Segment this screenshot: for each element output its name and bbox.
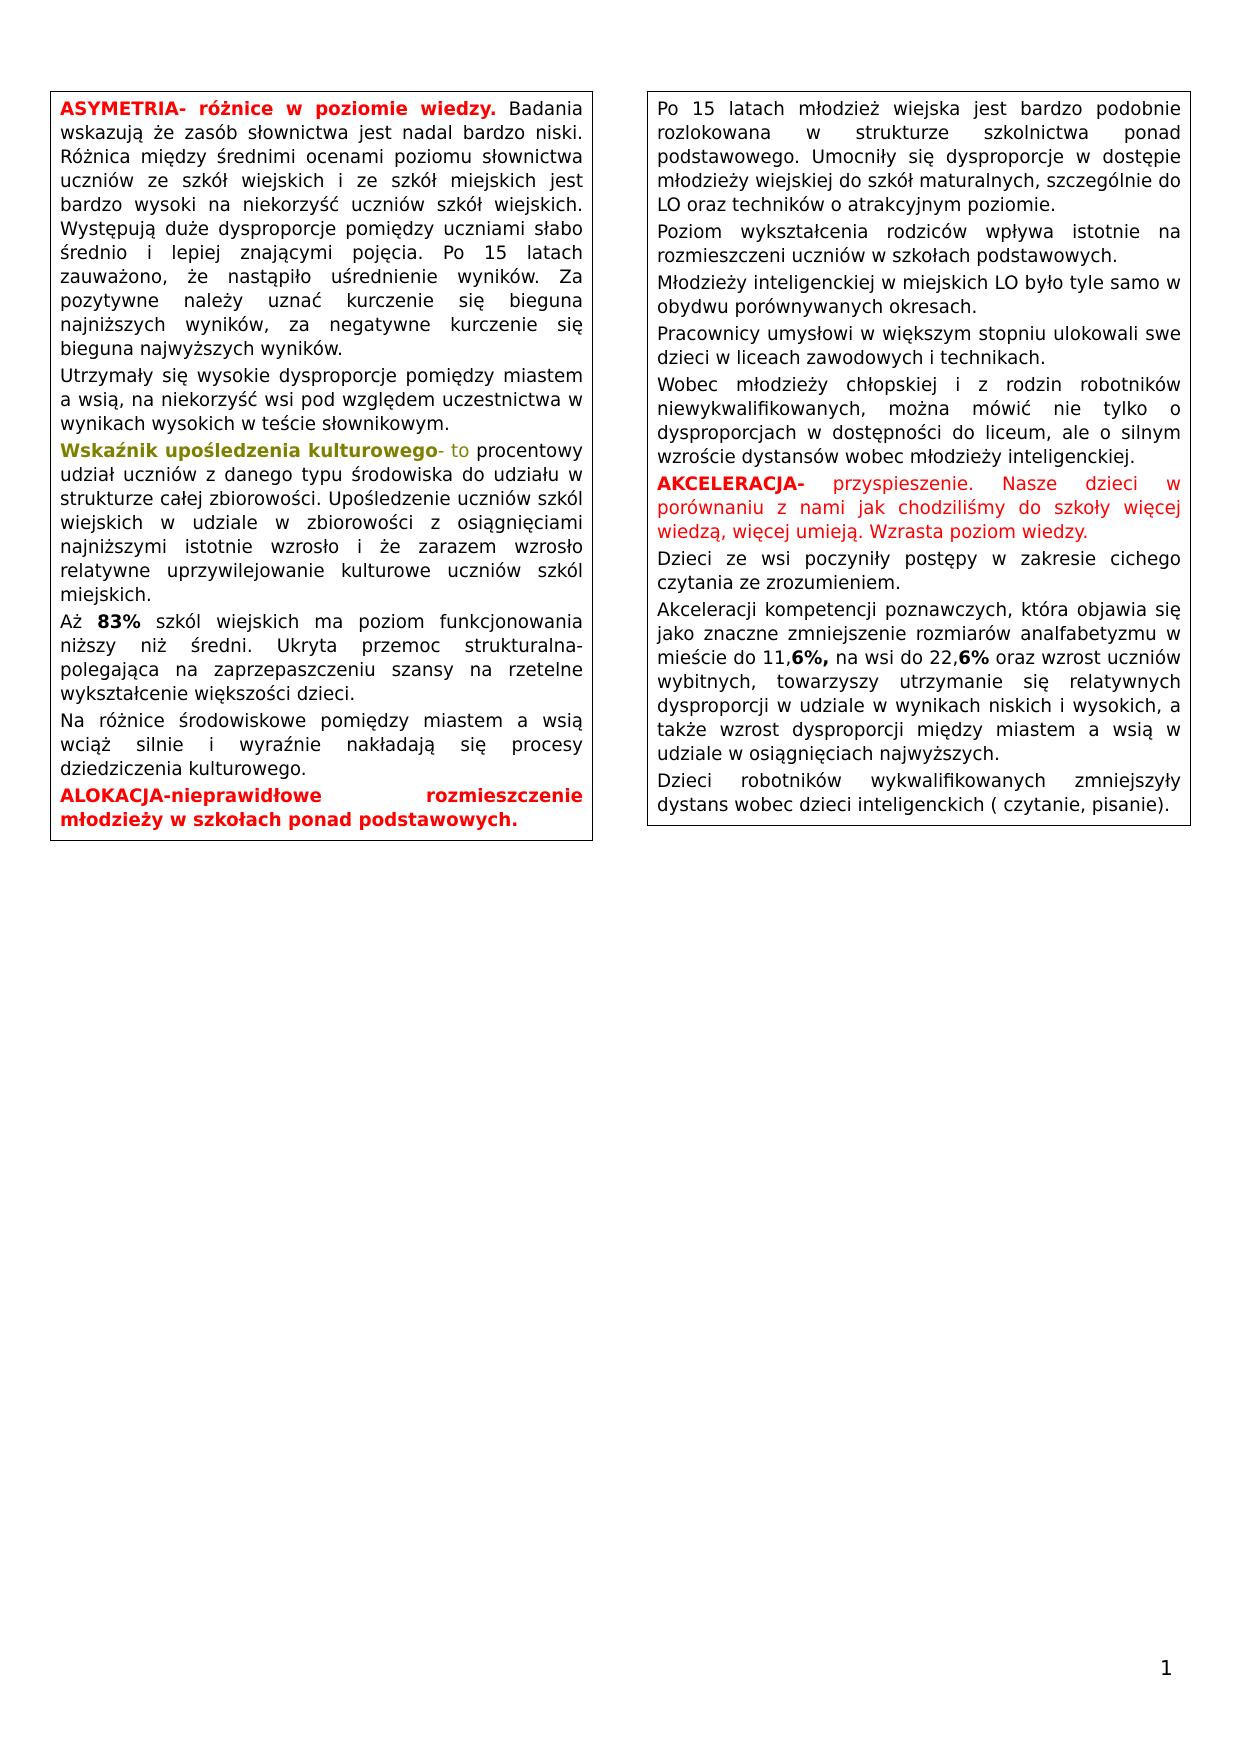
left-text-box [50, 91, 593, 841]
szkoly-wiejskie-paragraph [60, 611, 583, 707]
wyksztalcenie-rodzicow-paragraph: Poziom wykształcenia rodziców wpływa istotnie na rozmieszczeni uczniów w szkołach podstawowych. [657, 222, 1181, 267]
kompetencje-text-e: oraz wzrost uczniów wybitnych, towarzyszy utrzymanie się relatywnych dysproporcji w udziale w wynikach niskich i wysokich, a także wzrost dysproporcji między miastem a wsią w udziale w osiągnięciach najwyższych. [657, 648, 1181, 765]
kompetencje-text-a: Akceleracji kompetencji poznawczych, która objawia się jako znaczne zmniejszenie rozmiarów analfabetyzmu w mieście do 11, [657, 600, 1181, 669]
dzieci-ze-wsi-paragraph: Dzieci ze wsi poczyniły postępy w zakresie cichego czytania ze zrozumieniem. [657, 549, 1181, 594]
dzieci-robotnikow-paragraph: Dzieci robotników wykwalifikowanych zmniejszyły dystans wobec dzieci inteligenckich ( czytanie, pisanie). [657, 771, 1181, 816]
kompetencje-paragraph [657, 599, 1181, 767]
kompetencje-percent-city: 6%, [791, 648, 830, 669]
pracownicy-umyslowi-paragraph: Pracownicy umysłowi w większym stopniu ulokowali swe dzieci w liceach zawodowych i technikach. [657, 324, 1181, 369]
mlodziez-inteligencka-paragraph: Młodzieży inteligenckiej w miejskich LO było tyle samo w obydwu porównywanych okresach. [657, 273, 1181, 318]
szkoly-wiejskie-percent: 83% [97, 612, 141, 633]
dysproporcje-paragraph: Utrzymały się wysokie dysproporcje pomiędzy miastem a wsią, na niekorzyść wsi pod względem uczestnictwa w wynikach wysokich w teście słownikowym. [60, 366, 583, 435]
asymetria-body: Badania wskazują że zasób słownictwa jest nadal bardzo niski. Różnica między średnimi ocenami poziomu słownictwa uczniów ze szkół wiejskich i ze szkół miejskich jest bardzo wysoki na niekorzyść uczniów szkół wiejskich. Występują duże dysproporcje pomiędzy uczniami słabo średnio i lepiej znającymi pojęcia. Po 15 latach zauważono, że nastąpiło uśrednienie wyników. Za pozytywne należy uznać kurczenie się bieguna najniższych wyników, za negatywne kurczenie się bieguna najwyższych wyników. [60, 99, 583, 360]
szkoly-wiejskie-prefix: Aż [60, 612, 98, 633]
wskaznik-body: procentowy udział uczniów z danego typu środowiska do udziału w strukturze całej zbiorowości. Upośledzenie uczniów szkól wiejskich w udziale w zbiorowości z osiągnięciami najniższymi istotnie wzrosło i że zarazem wzrosło relatywne uprzywilejowanie kulturowe uczniów szkól miejskich. [60, 441, 583, 606]
right-text-box [647, 91, 1191, 826]
asymetria-paragraph [60, 98, 583, 362]
wskaznik-heading: Wskaźnik upośledzenia kulturowego [60, 441, 438, 462]
wskaznik-connector: - to [437, 441, 470, 462]
dziedziczenie-paragraph: Na różnice środowiskowe pomiędzy miastem a wsią wciąż silnie i wyraźnie nakładają się procesy dziedziczenia kulturowego. [60, 711, 583, 780]
mlodziez-chlopska-paragraph: Wobec młodzieży chłopskiej i z rodzin robotników niewykwalifikowanych, można mówić nie tylko o dysproporcjach w dostępności do liceum, ale o silnym wzroście dystansów wobec młodzieży inteligenckiej. [657, 375, 1181, 468]
page-number: 1 [1160, 1656, 1173, 1680]
kompetencje-text-c: na wsi do 22, [829, 648, 959, 669]
akceleracja-paragraph [657, 473, 1181, 545]
szkoly-wiejskie-body: szkól wiejskich ma poziom funkcjonowania niższy niż średni. Ukryta przemoc strukturalna- polegająca na zaprzepaszczeniu szansy na rzetelne wykształcenie większości dzieci. [60, 612, 583, 705]
kompetencje-percent-village: 6% [958, 648, 990, 669]
rozlokowanie-paragraph: Po 15 latach młodzież wiejska jest bardzo podobnie rozlokowana w strukturze szkolnictwa ponad podstawowego. Umocniły się dysproporcje w dostępie młodzieży wiejskiej do szkół maturalnych, szczególnie do LO oraz techników o atrakcyjnym poziomie. [657, 99, 1181, 216]
akceleracja-body: przyspieszenie. Nasze dzieci w porównaniu z nami jak chodziliśmy do szkoły więcej wiedzą, więcej umieją. Wzrasta poziom wiedzy. [657, 474, 1181, 543]
alokacja-heading: ALOKACJA-nieprawidłowe rozmieszczenie młodzieży w szkołach ponad podstawowych. [60, 786, 583, 831]
akceleracja-heading: AKCELERACJA- [657, 474, 805, 495]
wskaznik-paragraph [60, 440, 583, 608]
asymetria-heading: ASYMETRIA- różnice w poziomie wiedzy. [60, 99, 497, 120]
